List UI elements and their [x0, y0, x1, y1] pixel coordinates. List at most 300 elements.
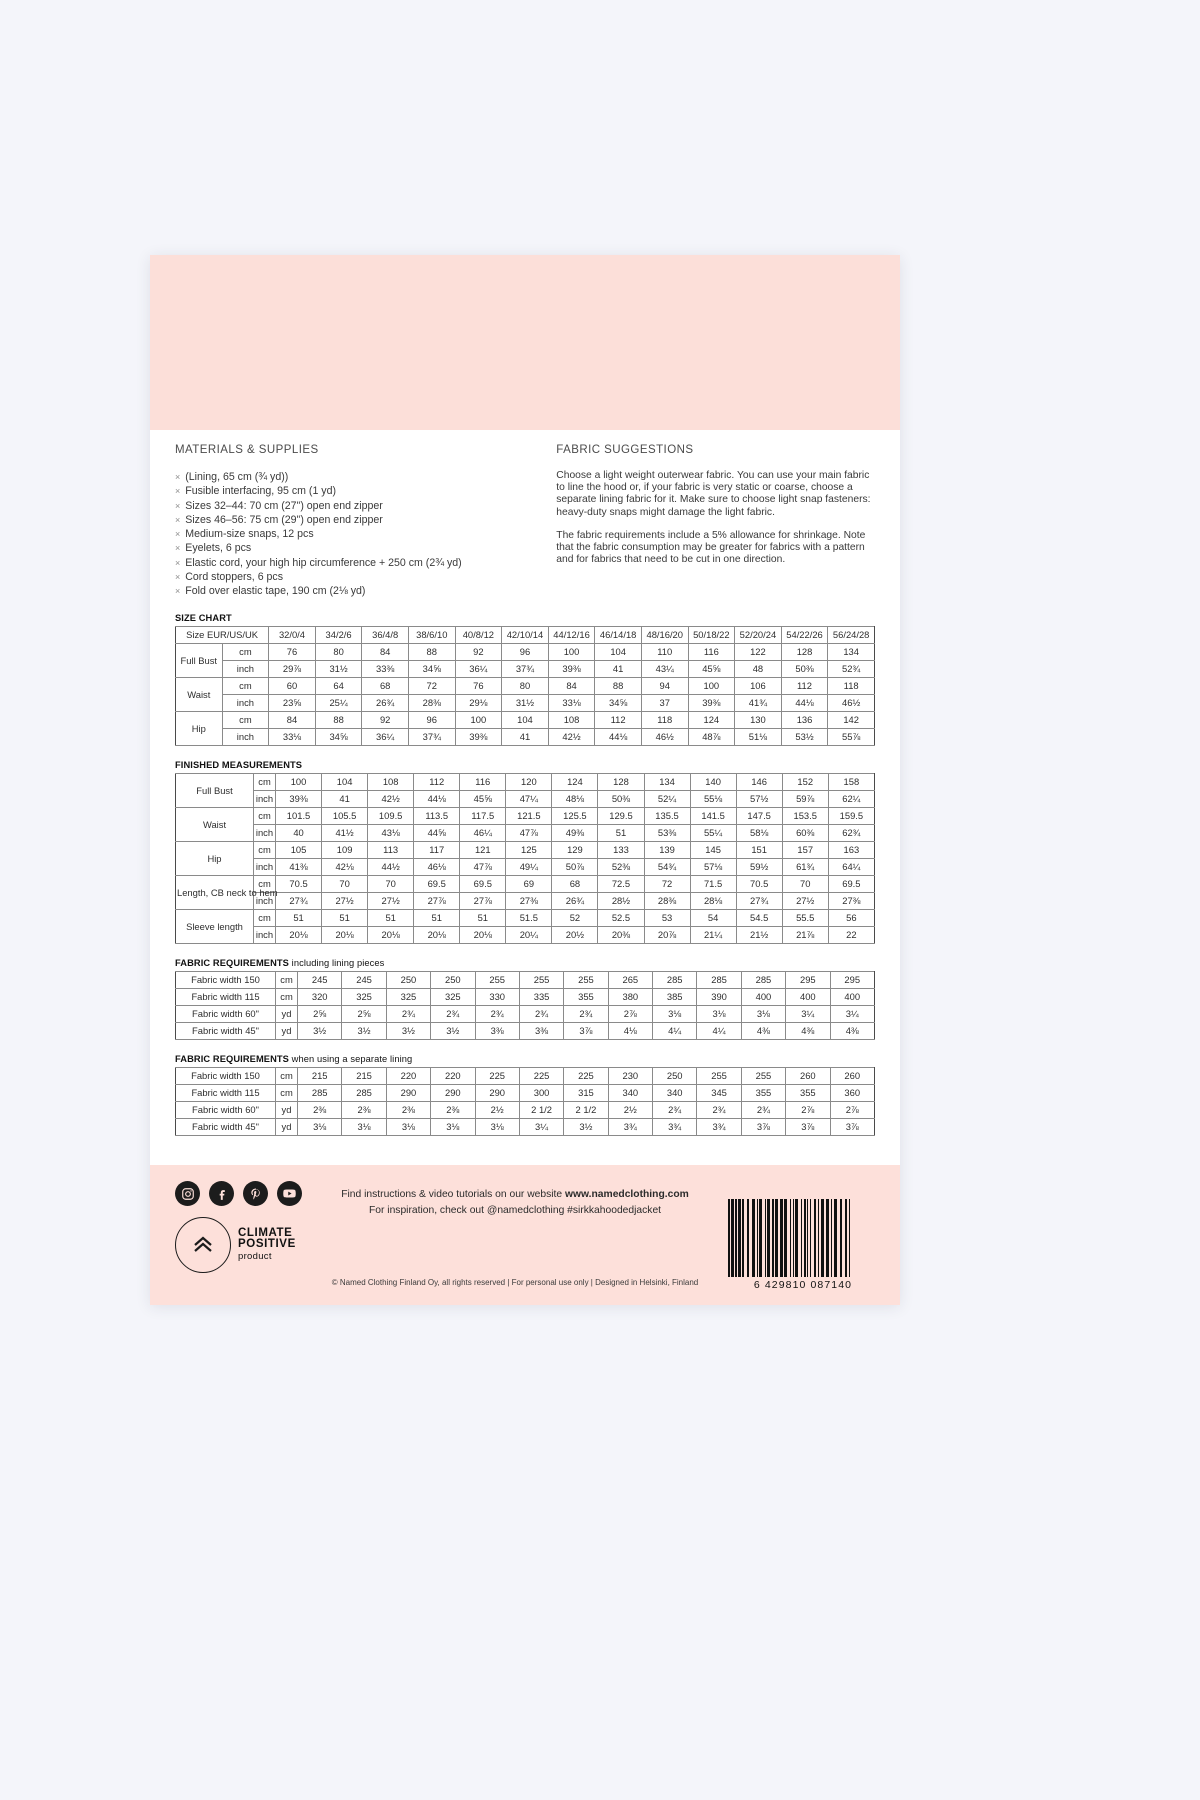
row-label: Fabric width 150 [176, 971, 276, 988]
fabric-suggestions-column [556, 444, 875, 599]
table-cell: 2⅞ [830, 1101, 875, 1118]
table-cell: 133 [598, 841, 644, 858]
material-item [175, 584, 534, 598]
table-cell: 27¾ [276, 892, 322, 909]
table-cell: 84 [269, 711, 316, 728]
table-cell: 3⅛ [431, 1118, 475, 1135]
table-cell: 2⅝ [342, 1005, 386, 1022]
measurement-table [175, 971, 875, 1040]
table-cell: 2⅜ [386, 1101, 430, 1118]
table-row [176, 1084, 875, 1101]
table-cell: 290 [431, 1084, 475, 1101]
table-cell: 49¼ [506, 858, 552, 875]
table-cell: 2⅜ [431, 1101, 475, 1118]
table-cell: 163 [828, 841, 874, 858]
text-columns [175, 444, 875, 599]
table-cell: 260 [830, 1067, 875, 1084]
footer-links [305, 1187, 725, 1219]
row-label: Fabric width 150 [176, 1067, 276, 1084]
table-cell: 27⅞ [460, 892, 506, 909]
table-cell: 3½ [298, 1022, 342, 1039]
table-cell: 46½ [641, 728, 688, 745]
table-cell: 52.5 [598, 909, 644, 926]
table-cell: 3⅛ [342, 1118, 386, 1135]
table-cell: 3⅛ [298, 1118, 342, 1135]
table-cell: 42⅛ [322, 858, 368, 875]
table-cell: 47⅞ [506, 824, 552, 841]
table-cell: 21½ [736, 926, 782, 943]
bullet-cross-icon: × [175, 586, 181, 597]
material-item [175, 499, 534, 513]
row-unit: inch [254, 790, 276, 807]
table-cell: 69.5 [828, 875, 874, 892]
table-cell: 42½ [548, 728, 595, 745]
table-cell: 2 1/2 [519, 1101, 563, 1118]
table-cell: 34⅝ [315, 728, 362, 745]
table-cell: 3¼ [830, 1005, 875, 1022]
table-cell: 27⅞ [414, 892, 460, 909]
row-label: Fabric width 115 [176, 988, 276, 1005]
table-cell: 28⅜ [408, 694, 455, 711]
table-cell: 76 [269, 643, 316, 660]
table-cell: 52¾ [828, 660, 875, 677]
table-cell: 100 [688, 677, 735, 694]
table-cell: 20⅛ [460, 926, 506, 943]
material-item-label: Eyelets, 6 pcs [185, 542, 252, 555]
table-cell: 51 [460, 909, 506, 926]
table-cell: 59⅞ [782, 790, 828, 807]
table-title [175, 1054, 875, 1064]
table-cell: 2¾ [386, 1005, 430, 1022]
table-cell: 36¼ [455, 660, 502, 677]
table-cell: 325 [342, 988, 386, 1005]
row-unit: inch [254, 824, 276, 841]
table-title-main: FINISHED MEASUREMENTS [175, 759, 303, 770]
table-row [176, 841, 875, 858]
table-cell: 33⅛ [269, 728, 316, 745]
table-cell: 61¾ [782, 858, 828, 875]
table-cell: 53½ [781, 728, 828, 745]
youtube-icon[interactable] [277, 1181, 302, 1206]
table-cell: 142 [828, 711, 875, 728]
table-cell: 135.5 [644, 807, 690, 824]
instagram-icon[interactable] [175, 1181, 200, 1206]
size-column-header: 44/12/16 [548, 626, 595, 643]
table-cell: 325 [386, 988, 430, 1005]
table-cell: 100 [548, 643, 595, 660]
table-cell: 390 [697, 988, 741, 1005]
material-item [175, 570, 534, 584]
table-cell: 255 [697, 1067, 741, 1084]
table-cell: 330 [475, 988, 519, 1005]
table-cell: 88 [408, 643, 455, 660]
table-cell: 118 [828, 677, 875, 694]
table-cell: 100 [455, 711, 502, 728]
table-cell: 125.5 [552, 807, 598, 824]
table-row [176, 711, 875, 728]
table-cell: 250 [386, 971, 430, 988]
table-cell: 116 [688, 643, 735, 660]
table-cell: 315 [564, 1084, 608, 1101]
material-item-label: Medium-size snaps, 12 pcs [185, 528, 314, 541]
table-cell: 380 [608, 988, 652, 1005]
table-cell: 69.5 [460, 875, 506, 892]
table-cell: 101.5 [276, 807, 322, 824]
table-cell: 55⅞ [828, 728, 875, 745]
row-unit: yd [276, 1101, 298, 1118]
table-cell: 104 [322, 773, 368, 790]
table-row [176, 643, 875, 660]
table-cell: 4⅜ [830, 1022, 875, 1039]
table-cell: 245 [298, 971, 342, 988]
table-title-sub: when using a separate lining [288, 1053, 413, 1064]
footer-website-line [305, 1187, 725, 1203]
table-cell: 145 [690, 841, 736, 858]
table-cell: 3⅜ [475, 1022, 519, 1039]
table-cell: 124 [688, 711, 735, 728]
table-cell: 2¾ [431, 1005, 475, 1022]
size-column-header: 56/24/28 [828, 626, 875, 643]
table-cell: 255 [564, 971, 608, 988]
table-cell: 147.5 [736, 807, 782, 824]
table-cell: 55.5 [782, 909, 828, 926]
table-row [176, 790, 875, 807]
table-cell: 2¾ [475, 1005, 519, 1022]
table-cell: 27⅜ [828, 892, 874, 909]
table-cell: 3⅛ [741, 1005, 785, 1022]
table-cell: 58⅛ [736, 824, 782, 841]
table-cell: 345 [697, 1084, 741, 1101]
table-cell: 41 [322, 790, 368, 807]
table-cell: 3½ [564, 1118, 608, 1135]
table-cell: 70 [322, 875, 368, 892]
row-label: Fabric width 115 [176, 1084, 276, 1101]
table-cell: 113 [368, 841, 414, 858]
row-unit: inch [222, 660, 269, 677]
table-cell: 68 [552, 875, 598, 892]
measurement-tables [175, 613, 875, 1136]
table-cell: 300 [519, 1084, 563, 1101]
table-cell: 28½ [598, 892, 644, 909]
table-cell: 20⅛ [414, 926, 460, 943]
table-cell: 3½ [386, 1022, 430, 1039]
table-cell: 46⅛ [414, 858, 460, 875]
table-cell: 355 [786, 1084, 830, 1101]
row-unit: cm [276, 1084, 298, 1101]
table-cell: 50⅞ [552, 858, 598, 875]
bullet-cross-icon: × [175, 514, 181, 525]
measurement-table [175, 773, 875, 944]
table-cell: 124 [552, 773, 598, 790]
table-cell: 25¼ [315, 694, 362, 711]
table-cell: 3¾ [697, 1118, 741, 1135]
hero-image-band [150, 255, 900, 430]
table-cell: 2 1/2 [564, 1101, 608, 1118]
table-cell: 31½ [502, 694, 549, 711]
table-cell: 29⅛ [455, 694, 502, 711]
table-cell: 39⅜ [455, 728, 502, 745]
materials-column [175, 444, 534, 599]
table-cell: 100 [276, 773, 322, 790]
table-cell: 140 [690, 773, 736, 790]
table-row [176, 1118, 875, 1135]
row-unit: cm [276, 988, 298, 1005]
table-cell: 27½ [322, 892, 368, 909]
table-cell: 57½ [736, 790, 782, 807]
table-cell: 52 [552, 909, 598, 926]
climate-text [238, 1228, 296, 1263]
table-row [176, 728, 875, 745]
table-cell: 108 [548, 711, 595, 728]
table-cell: 121.5 [506, 807, 552, 824]
table-row [176, 677, 875, 694]
table-cell: 136 [781, 711, 828, 728]
table-cell: 320 [298, 988, 342, 1005]
table-cell: 64¼ [828, 858, 874, 875]
table-cell: 128 [781, 643, 828, 660]
table-cell: 84 [362, 643, 409, 660]
table-cell: 106 [735, 677, 782, 694]
row-unit: yd [276, 1118, 298, 1135]
table-cell: 69 [506, 875, 552, 892]
table-cell: 285 [342, 1084, 386, 1101]
table-cell: 51⅛ [735, 728, 782, 745]
table-cell: 355 [564, 988, 608, 1005]
bullet-cross-icon: × [175, 557, 181, 568]
table-cell: 134 [828, 643, 875, 660]
footer [150, 1165, 900, 1305]
table-cell: 109 [322, 841, 368, 858]
table-cell: 54.5 [736, 909, 782, 926]
content-area [150, 430, 900, 1136]
table-cell: 285 [653, 971, 697, 988]
footer-website-pre: Find instructions & video tutorials on our website [341, 1189, 566, 1200]
table-title-main: FABRIC REQUIREMENTS [175, 957, 289, 968]
bullet-cross-icon: × [175, 472, 181, 482]
climate-positive-badge [175, 1217, 296, 1273]
row-label: Hip [176, 711, 223, 745]
table-cell: 48⅞ [688, 728, 735, 745]
table-cell: 20¼ [506, 926, 552, 943]
table-title [175, 958, 875, 968]
table-cell: 70.5 [736, 875, 782, 892]
table-row [176, 824, 875, 841]
row-label: Fabric width 60" [176, 1101, 276, 1118]
table-cell: 50⅜ [598, 790, 644, 807]
material-item-label: Fusible interfacing, 95 cm (1 yd) [185, 485, 336, 498]
table-cell: 41⅜ [276, 858, 322, 875]
row-label: Length, CB neck to hem [176, 875, 254, 909]
table-cell: 265 [608, 971, 652, 988]
bullet-cross-icon: × [175, 529, 181, 540]
table-cell: 125 [506, 841, 552, 858]
table-cell: 2⅞ [786, 1101, 830, 1118]
table-cell: 3⅞ [786, 1118, 830, 1135]
table-cell: 94 [641, 677, 688, 694]
size-column-header: 36/4/8 [362, 626, 409, 643]
table-cell: 44⅝ [414, 824, 460, 841]
table-title [175, 760, 875, 770]
row-unit: cm [254, 875, 276, 892]
materials-heading: MATERIALS & SUPPLIES [175, 444, 319, 456]
table-cell: 400 [786, 988, 830, 1005]
table-cell: 41 [502, 728, 549, 745]
table-cell: 4¼ [653, 1022, 697, 1039]
row-label: Fabric width 45" [176, 1022, 276, 1039]
table-cell: 27⅜ [506, 892, 552, 909]
table-cell: 290 [386, 1084, 430, 1101]
table-cell: 88 [595, 677, 642, 694]
table-row [176, 694, 875, 711]
table-row [176, 773, 875, 790]
size-header-label: Size EUR/US/UK [176, 626, 269, 643]
table-cell: 37¾ [502, 660, 549, 677]
table-cell: 134 [644, 773, 690, 790]
table-cell: 2⅞ [608, 1005, 652, 1022]
table-cell: 33⅜ [362, 660, 409, 677]
material-item [175, 541, 534, 555]
row-label: Waist [176, 677, 223, 711]
table-cell: 20⅛ [276, 926, 322, 943]
material-item [175, 556, 534, 570]
table-row [176, 926, 875, 943]
table-cell: 43⅛ [368, 824, 414, 841]
table-cell: 255 [519, 971, 563, 988]
table-cell: 153.5 [782, 807, 828, 824]
table-cell: 255 [741, 1067, 785, 1084]
row-unit: inch [254, 858, 276, 875]
table-cell: 51 [368, 909, 414, 926]
table-cell: 70 [368, 875, 414, 892]
table-row [176, 988, 875, 1005]
table-cell: 72 [408, 677, 455, 694]
table-cell: 60⅜ [782, 824, 828, 841]
table-cell: 112 [414, 773, 460, 790]
table-cell: 46¼ [460, 824, 506, 841]
table-cell: 112 [781, 677, 828, 694]
table-cell: 113.5 [414, 807, 460, 824]
bullet-cross-icon: × [175, 543, 181, 554]
table-row [176, 909, 875, 926]
footer-website-url[interactable]: www.namedclothing.com [565, 1189, 689, 1200]
table-cell: 56 [828, 909, 874, 926]
material-item-label: Fold over elastic tape, 190 cm (2⅛ yd) [185, 585, 366, 598]
table-cell: 250 [431, 971, 475, 988]
table-cell: 290 [475, 1084, 519, 1101]
table-cell: 26¾ [552, 892, 598, 909]
material-item-label: Cord stoppers, 6 pcs [185, 571, 284, 584]
facebook-icon[interactable] [209, 1181, 234, 1206]
table-cell: 71.5 [690, 875, 736, 892]
table-cell: 88 [315, 711, 362, 728]
table-cell: 285 [741, 971, 785, 988]
bullet-cross-icon: × [175, 486, 181, 497]
table-cell: 220 [386, 1067, 430, 1084]
table-cell: 141.5 [690, 807, 736, 824]
table-cell: 3¾ [653, 1118, 697, 1135]
table-cell: 51.5 [506, 909, 552, 926]
table-cell: 245 [342, 971, 386, 988]
table-cell: 21¼ [690, 926, 736, 943]
table-cell: 2¾ [741, 1101, 785, 1118]
table-cell: 20⅜ [598, 926, 644, 943]
table-cell: 3⅛ [653, 1005, 697, 1022]
table-cell: 121 [460, 841, 506, 858]
material-item-label: Elastic cord, your high hip circumference + 250 cm (2¾ yd) [185, 556, 462, 569]
material-item [175, 484, 534, 498]
table-cell: 27¾ [736, 892, 782, 909]
size-column-header: 42/10/14 [502, 626, 549, 643]
table-cell: 70.5 [276, 875, 322, 892]
table-cell: 20½ [552, 926, 598, 943]
fabric-paragraph-2: The fabric requirements include a 5% allowance for shrinkage. Note that the fabric consumption may be greater for fabrics with a pattern and for fabrics that need to be cut in one direction. [556, 529, 866, 566]
material-item-label: Sizes 32–44: 70 cm (27") open end zipper [185, 499, 383, 512]
table-cell: 52¼ [644, 790, 690, 807]
table-cell: 215 [342, 1067, 386, 1084]
table-cell: 37¾ [408, 728, 455, 745]
table-cell: 157 [782, 841, 828, 858]
table-cell: 3⅞ [564, 1022, 608, 1039]
table-cell: 51 [276, 909, 322, 926]
measurement-table [175, 1067, 875, 1136]
table-cell: 109.5 [368, 807, 414, 824]
table-cell: 96 [408, 711, 455, 728]
pinterest-icon[interactable] [243, 1181, 268, 1206]
row-unit: inch [254, 926, 276, 943]
table-cell: 3⅛ [386, 1118, 430, 1135]
row-unit: yd [276, 1022, 298, 1039]
table-cell: 27½ [782, 892, 828, 909]
row-unit: cm [276, 971, 298, 988]
table-cell: 225 [475, 1067, 519, 1084]
table-title-sub: including lining pieces [288, 957, 385, 968]
table-row [176, 858, 875, 875]
table-cell: 110 [641, 643, 688, 660]
table-cell: 44⅛ [781, 694, 828, 711]
bullet-cross-icon: × [175, 572, 181, 583]
table-cell: 225 [564, 1067, 608, 1084]
table-header-row [176, 626, 875, 643]
table-cell: 2¾ [564, 1005, 608, 1022]
table-cell: 39⅜ [688, 694, 735, 711]
table-cell: 40 [276, 824, 322, 841]
table-cell: 3⅛ [697, 1005, 741, 1022]
table-row [176, 875, 875, 892]
barcode-bars [728, 1199, 878, 1277]
table-row [176, 807, 875, 824]
table-cell: 68 [362, 677, 409, 694]
table-cell: 117 [414, 841, 460, 858]
table-cell: 139 [644, 841, 690, 858]
row-label: Hip [176, 841, 254, 875]
table-cell: 76 [455, 677, 502, 694]
table-cell: 70 [782, 875, 828, 892]
table-cell: 28⅛ [690, 892, 736, 909]
table-row [176, 1101, 875, 1118]
table-cell: 120 [506, 773, 552, 790]
barcode-bar [850, 1199, 851, 1277]
table-title-main: FABRIC REQUIREMENTS [175, 1053, 289, 1064]
table-cell: 27½ [368, 892, 414, 909]
table-cell: 220 [431, 1067, 475, 1084]
table-cell: 3⅜ [519, 1022, 563, 1039]
table-cell: 72 [644, 875, 690, 892]
table-cell: 104 [502, 711, 549, 728]
table-cell: 44⅛ [595, 728, 642, 745]
material-item-label: (Lining, 65 cm (¾ yd)) [185, 471, 289, 483]
table-cell: 128 [598, 773, 644, 790]
row-label: Full Bust [176, 773, 254, 807]
